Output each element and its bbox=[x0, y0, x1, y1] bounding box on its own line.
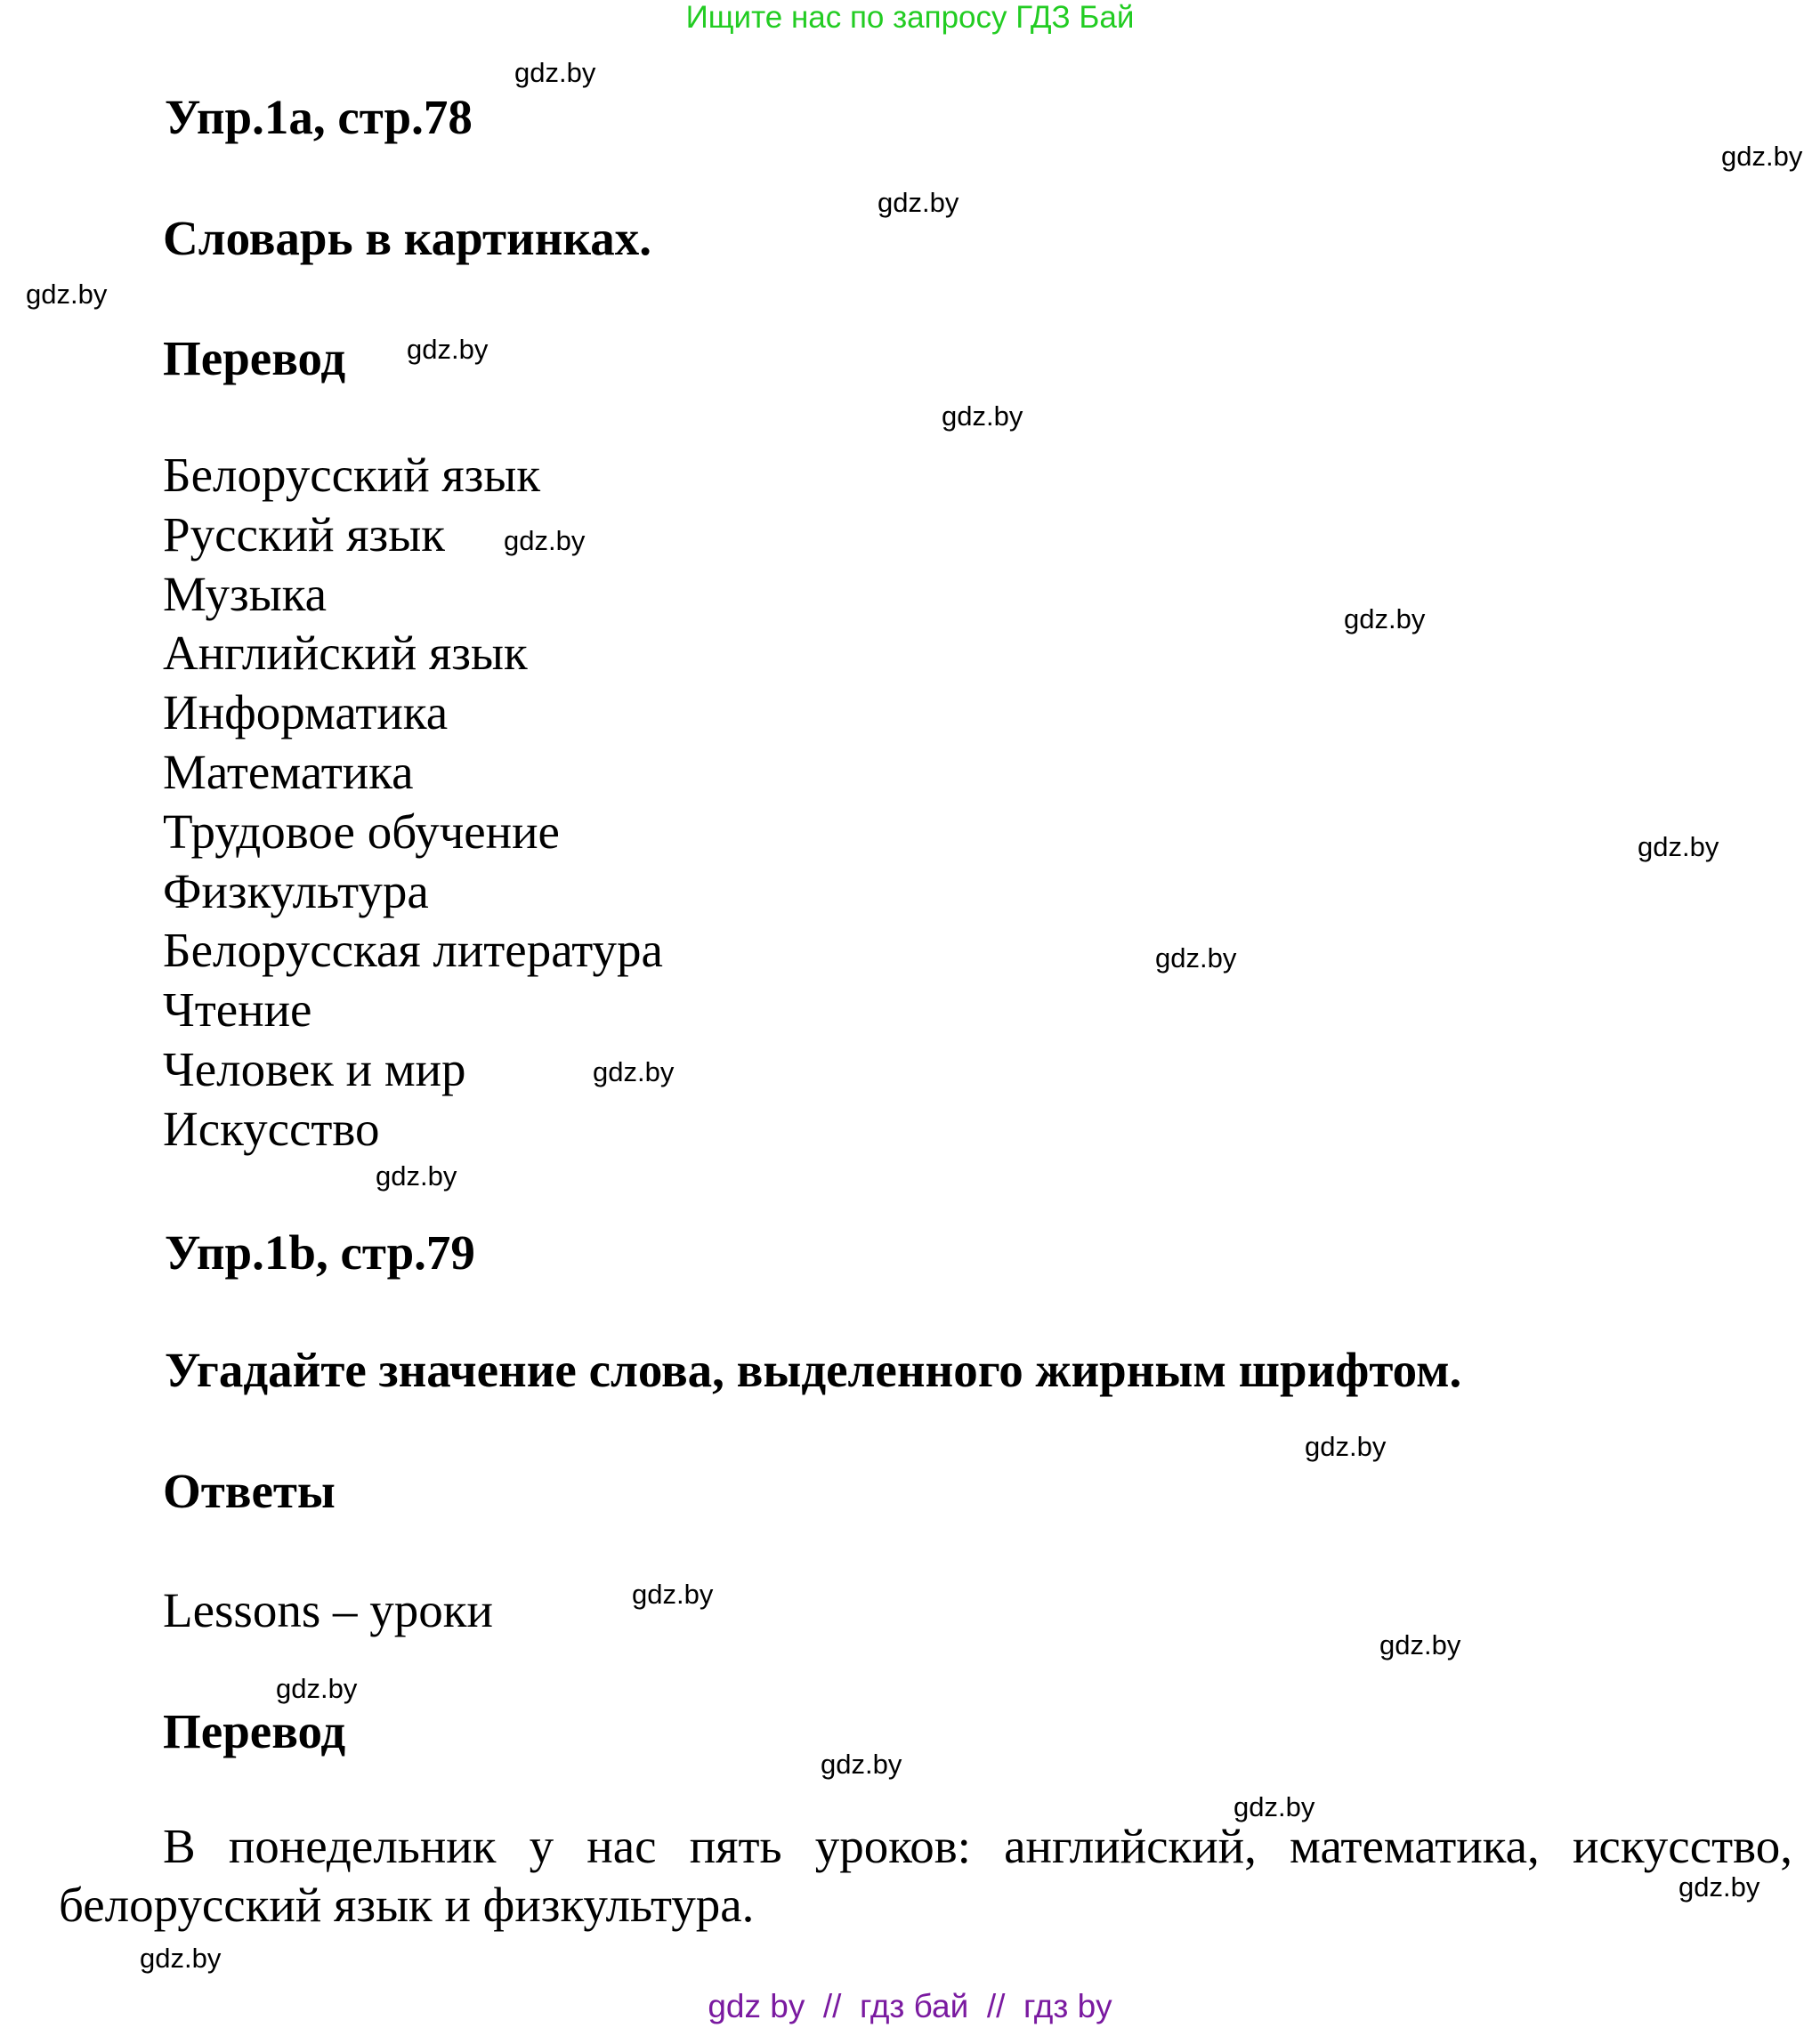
subject-item: Искусство bbox=[163, 1101, 380, 1156]
exercise-1a-task: Словарь в картинках. bbox=[163, 211, 652, 265]
subject-item: Музыка bbox=[163, 566, 328, 621]
watermark: gdz.by bbox=[942, 400, 1023, 432]
watermark: gdz.by bbox=[1678, 1871, 1760, 1903]
subjects-list bbox=[163, 446, 663, 1159]
translation-line-1: В понедельник у нас пять уроков: английский, математика, искусство, bbox=[163, 1819, 1792, 1873]
subject-item: Математика bbox=[163, 744, 414, 799]
subject-item: Чтение bbox=[163, 982, 312, 1038]
watermark: gdz.by bbox=[514, 57, 596, 88]
exercise-1b-task: Угадайте значение слова, выделенного жирным шрифтом. bbox=[165, 1343, 1462, 1397]
watermark: gdz.by bbox=[1344, 603, 1426, 634]
watermark: gdz.by bbox=[821, 1749, 902, 1780]
footer-links: gdz by // гдз бай // гдз by bbox=[708, 1988, 1112, 2024]
watermark: gdz.by bbox=[1155, 942, 1237, 974]
translation-line-2: белорусский язык и физкультура. bbox=[59, 1878, 755, 1932]
watermark: gdz.by bbox=[376, 1160, 457, 1192]
watermark: gdz.by bbox=[504, 525, 586, 556]
subject-item: Русский язык bbox=[163, 506, 445, 562]
watermark: gdz.by bbox=[26, 279, 108, 310]
watermark: gdz.by bbox=[632, 1579, 714, 1610]
answers-heading: Ответы bbox=[163, 1464, 336, 1518]
watermark: gdz.by bbox=[1379, 1629, 1461, 1660]
watermark: gdz.by bbox=[407, 334, 489, 365]
translation-heading-2: Перевод bbox=[163, 1704, 346, 1758]
watermark: gdz.by bbox=[276, 1673, 358, 1704]
subject-item: Трудовое обучение bbox=[163, 804, 560, 859]
watermark: gdz.by bbox=[1234, 1791, 1315, 1822]
translation-paragraph bbox=[59, 1817, 1792, 1935]
subject-item: Белорусский язык bbox=[163, 448, 541, 502]
watermark: gdz.by bbox=[1721, 141, 1803, 172]
watermark: gdz.by bbox=[140, 1943, 222, 1974]
watermark: gdz.by bbox=[593, 1056, 675, 1087]
answer-text: Lessons – уроки bbox=[163, 1583, 493, 1637]
watermark: gdz.by bbox=[1305, 1431, 1387, 1462]
exercise-1b-heading: Упр.1b, стр.79 bbox=[165, 1225, 475, 1280]
watermark: gdz.by bbox=[1638, 831, 1719, 862]
subject-item: Физкультура bbox=[163, 863, 429, 918]
subject-item: Информатика bbox=[163, 685, 449, 740]
subject-item: Белорусская литература bbox=[163, 923, 663, 978]
exercise-1a-heading: Упр.1a, стр.78 bbox=[165, 90, 473, 144]
subject-item: Английский язык bbox=[163, 626, 528, 681]
search-banner: Ищите нас по запросу ГДЗ Бай bbox=[685, 0, 1135, 35]
translation-heading-1: Перевод bbox=[163, 331, 346, 385]
watermark: gdz.by bbox=[878, 187, 959, 218]
subject-item: Человек и мир bbox=[163, 1041, 466, 1096]
